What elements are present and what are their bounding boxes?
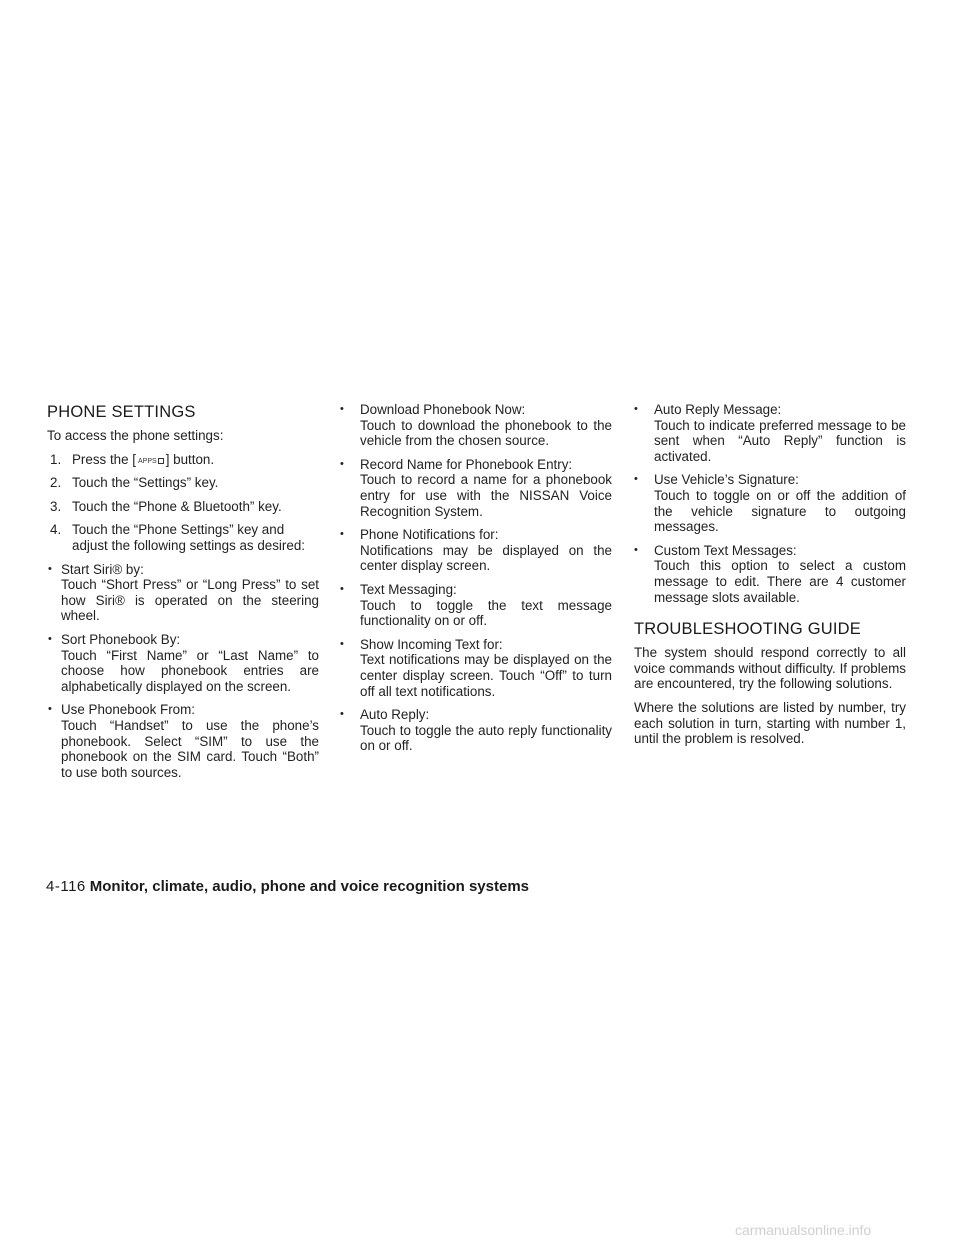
page-footer <box>46 878 529 895</box>
setting-show-incoming-text: • Show Incoming Text for: Text notifications may be displayed on the center display screen. Touch “Off” to turn off all text notifications. <box>340 637 612 699</box>
setting-use-phonebook-from: • Use Phonebook From: Touch “Handset” to use the phone’s phonebook. Select “SIM” to use the phonebook on the SIM card. Touch “Both” to use both sources. <box>47 702 319 780</box>
chapter-title: Monitor, climate, audio, phone and voice recognition systems <box>89 878 530 895</box>
setting-vehicle-signature: • Use Vehicle’s Signature: Touch to toggle on or off the addition of the vehicle signature to outgoing messages. <box>634 472 906 534</box>
setting-auto-reply: • Auto Reply: Touch to toggle the auto reply functionality on or off. <box>340 707 612 754</box>
watermark-text: carmanualsonline.info <box>735 1222 872 1238</box>
page-number: 4-116 <box>46 878 86 895</box>
step-1: 1. Press the [ APPS ] button. <box>50 451 215 467</box>
apps-button-icon: APPS <box>138 458 164 466</box>
section-title-phone-settings: PHONE SETTINGS <box>47 403 196 421</box>
setting-download-phonebook: • Download Phonebook Now: Touch to download the phonebook to the vehicle from the chosen source. <box>340 402 612 449</box>
column-1 <box>47 402 319 788</box>
troubleshooting-paragraph-2: Where the solutions are listed by number, try each solution in turn, starting with number 1, until the problem is resolved. <box>634 699 906 747</box>
setting-custom-text-messages: • Custom Text Messages: Touch this option to select a custom message to edit. There are 4 customer message slots available. <box>634 543 906 605</box>
setting-sort-phonebook: • Sort Phonebook By: Touch “First Name” or “Last Name” to choose how phonebook entries are alphabetically displayed on the screen. <box>47 632 319 694</box>
intro-text: To access the phone settings: <box>47 428 224 443</box>
step-4: 4. Touch the “Phone Settings” key and adjust the following settings as desired: <box>50 522 305 553</box>
setting-text-messaging: • Text Messaging: Touch to toggle the text message functionality on or off. <box>340 582 612 629</box>
setting-start-siri: • Start Siri® by: Touch “Short Press” or “Long Press” to set how Siri® is operated on the steering wheel. <box>47 562 319 624</box>
column-3 <box>634 402 906 755</box>
column-2 <box>340 402 612 762</box>
step-3: 3. Touch the “Phone & Bluetooth” key. <box>50 498 282 514</box>
setting-auto-reply-message: • Auto Reply Message: Touch to indicate preferred message to be sent when “Auto Reply” function is activated. <box>634 402 906 464</box>
troubleshooting-paragraph-1: The system should respond correctly to all voice commands without difficulty. If problems are encountered, try the following solutions. <box>634 645 906 692</box>
setting-record-name: • Record Name for Phonebook Entry: Touch to record a name for a phonebook entry for use with the NISSAN Voice Recognition System. <box>340 457 612 519</box>
step-2: 2. Touch the “Settings” key. <box>50 475 219 491</box>
section-title-troubleshooting: TROUBLESHOOTING GUIDE <box>634 620 861 639</box>
setting-phone-notifications: • Phone Notifications for: Notifications may be displayed on the center display screen. <box>340 527 612 574</box>
